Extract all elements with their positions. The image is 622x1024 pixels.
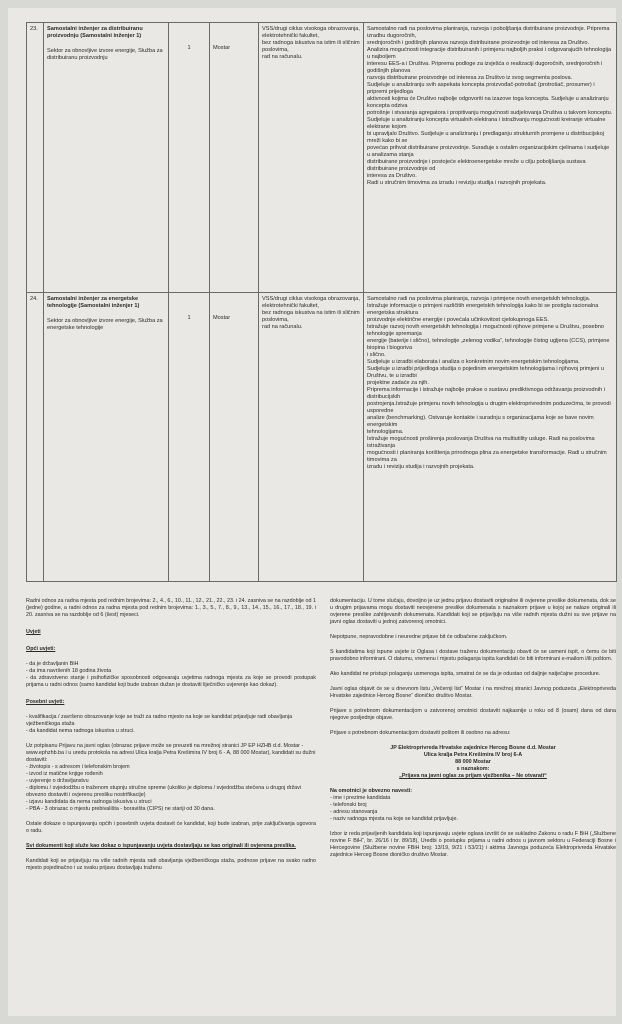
submission-paragraph: Uz potpisanu Prijavu na javni oglas (obrazac prijave može se preuzeti na mrežnoj stranici JP EP HZHB d.d. Mostar - www.ephzhb.ba i u uredu protokola na adresi Ulica kralja Petra Krešimira IV broj 6 - A, 88 000 Mostar), kandidati su dužni dostaviti: bbox=[26, 743, 316, 763]
requirement-line: bez radnoga iskustva na istim ili sličnim poslovima, bbox=[262, 40, 360, 53]
duty-line: srednjoročnih i godišnjih planova razvoja distribuirane proizvodnje od interesa za Društvo. bbox=[367, 40, 590, 46]
document-item: - izvod iz matične knjige rođenih bbox=[26, 771, 103, 777]
table-row bbox=[27, 23, 617, 293]
position-count: 1 bbox=[169, 293, 210, 582]
no-show-paragraph: Ako kandidat ne pristupi polaganju usmenoga ispita, smatrat će se da je odustao od daljnje natječajne procedure. bbox=[330, 671, 601, 677]
duty-line: mogućnosti i planiranja korištenja prirodnoga plina za energetske transformacije. Radi u stručnim timovima za bbox=[367, 450, 607, 464]
condition-item: - kvalifikacija / završeno obrazovanje koje se traži za radno mjesto na koje se kandidat prijavljuje radi obavljanja vježbeničkoga staža bbox=[26, 714, 293, 727]
envelope-heading: Na omotnici je obvezno navesti: bbox=[330, 788, 413, 794]
address-line: Ulica kralja Petra Krešimira IV broj 6-A bbox=[423, 752, 523, 758]
special-conditions-heading: Posebni uvjeti: bbox=[26, 699, 65, 705]
envelope-marking: „Prijava na javni oglas za prijam vježbenika – Ne otvarati“ bbox=[399, 773, 547, 779]
publication-paragraph: Javni oglas objavit će se u dnevnom listu „Večernji list“ Mostar i na mrežnoj stranici Javnog poduzeća „Elektroprivreda Hrvatske zajednice Herceg Bosne“ dioničko društvo Mostar. bbox=[330, 686, 616, 699]
table-row bbox=[27, 293, 617, 582]
requirement-line: rad na računalu. bbox=[262, 324, 303, 331]
envelope-item: - telefonski broj bbox=[330, 802, 367, 808]
document-item: - izjavu kandidata da nema radnoga iskustva u struci bbox=[26, 799, 152, 805]
position-duties bbox=[364, 23, 617, 293]
conditions-heading: Uvjeti bbox=[26, 629, 41, 635]
requirement-line: VSS/drugi ciklus visokoga obrazovanja, elektrotehnički fakultet, bbox=[262, 26, 360, 39]
address-line: s naznakom: bbox=[456, 766, 490, 772]
duty-line: razvoja distribuirane proizvodnje od interesa za Društvo iz svog segmenta poslova. bbox=[367, 75, 573, 81]
duty-line: povećao prihvat distribuirane proizvodnje. Surađuje s ostalim organizacijskim cjelinama i sudjeluje u analizama stanja bbox=[367, 145, 610, 158]
envelope-item: - naziv radnoga mjesta na koje se kandidat prijavljuje. bbox=[330, 816, 458, 822]
position-location: Mostar bbox=[210, 23, 259, 293]
documentation-paragraph: dokumentaciju. U tome slučaju, dovoljno je uz jednu prijavu dostaviti originalne ili ovjerene preslike dokumenata, dok se u drugim prijavama mogu dostaviti neovjerene preslike dokumenata s naznakom prijave u kojoj se nalaze originali ili ovjerene preslike zahtijevanih dokumenata. Kandidati koji se prijavljuju na više radnih mjesta dužni su sve prijave na javni oglas dostaviti u jednoj zatvorenoj omotnici. bbox=[330, 598, 616, 625]
document-item: - diplomu / svjedodžbu o traženom stupnju stručne spreme (ukoliko je diploma / svjedodžba stečena u drugoj državi obvezno dostaviti i ovjerenu presliku nostrifikacije) bbox=[26, 785, 302, 798]
address-line: JP Elektroprivreda Hrvatske zajednice Herceg Bosne d.d. Mostar bbox=[390, 745, 556, 751]
requirement-line: rad na računalu. bbox=[262, 54, 303, 60]
deadline-paragraph: Prijave s potrebnom dokumentacijom u zatvorenoj omotnici dostaviti najkasnije u roku od 8 (osam) dana od dana njegove posljednje objave. bbox=[330, 708, 616, 721]
condition-item: - da kandidat nema radnoga iskustva u struci. bbox=[26, 728, 135, 734]
duty-line: potrošnje i stvaranja agregatora i propitivanju mogućnosti sudjelovanja Društva u takvom konceptu. bbox=[367, 110, 613, 116]
requirement-line: bez radnoga iskustva na istim ili sličnim poslovima, bbox=[262, 310, 360, 324]
envelope-item: - ime i prezime kandidata bbox=[330, 795, 391, 801]
duty-line: Sudjeluje u analiziranju svih aspekata koncepta proizvođač-potrošač (protrošač, prosumer) i pripremi prijedloga bbox=[367, 82, 595, 95]
position-title: Samostalni inženjer za energetske tehnologije (Samostalni inženjer 1) bbox=[47, 296, 140, 310]
legal-basis-paragraph: Izbor iz reda prijavljenih kandidata koji ispunjavaju uvjete oglasa izvršit će se sukladno Zakonu o radu F BiH („Službene novine F BiH“, br. 26/16 i br. 89/18), Uredbi o postupku prijama u radni odnos u javnom sektoru u Federaciji Bosne i Hercegovine (Službene novine FBiH broj: 13/19, 9/21 i 53/21) i aktima Javnoga poduzeća Elektroprivreda Hrvatske zajednice Herceg Bosne dioničko društvo Mostar. bbox=[330, 831, 616, 858]
document-item: - uvjerenje o državljanstvu bbox=[26, 778, 89, 784]
duty-line: projektne zadaće za njih. bbox=[367, 380, 429, 387]
position-duties bbox=[364, 293, 617, 582]
address-line: 88 000 Mostar bbox=[455, 759, 491, 765]
duty-line: Istražuje informacije o primjeni različitih energetskih tehnologija kako bi se postigla racionalna energetska struktura bbox=[367, 303, 599, 317]
row-number: 24. bbox=[27, 293, 44, 582]
duty-line: i slično. bbox=[367, 352, 386, 359]
position-title: Samostalni inženjer za distribuiranu proizvodnju (Samostalni inženjer 1) bbox=[47, 26, 143, 39]
duty-line: aktivnosti kojima će Društvo najbolje odgovoriti na izazove toga koncepta. Sudjeluje u analiziranju koncepta odziva bbox=[367, 96, 609, 109]
duty-line: proizvodnje električne energije i povećala učinkovitost cjelokupnoga EES. bbox=[367, 317, 549, 324]
position-sector: Sektor za obnovljive izvore energije, Služba za energetske tehnologije bbox=[47, 318, 163, 332]
document-page bbox=[8, 8, 616, 1016]
employment-duration-paragraph: Radni odnos za radna mjesta pod rednim brojevima: 2., 4., 6., 10., 11., 12., 21., 22., 23. i 24. zasniva se na razdoblje od 1 (jedne) godine, a radni odnos za radna mjesta pod rednim brojevima: 1., 3., 5., 7., 8., 9., 13., 14., 15., 16., 17., 18., 19. i 20. zasniva se na razdoblje od 6 (šest) mjeseci. bbox=[26, 598, 316, 618]
document-item: - PBA - 3 obrazac o mjestu prebivališta - boravišta (CIPS) ne stariji od 30 dana. bbox=[26, 806, 215, 812]
duty-line: bi upravljalo Društvo. Sudjeluje u analiziranju i predlaganju strukturnih promjene u distribucijskoj mreži kako bi se bbox=[367, 131, 604, 144]
general-conditions-heading: Opći uvjeti: bbox=[26, 646, 56, 652]
other-proofs-paragraph: Ostale dokaze o ispunjavanju općih i posebnih uvjeta dostavit će kandidat, koji bude izabran, prije zaključivanja ugovora o radu. bbox=[26, 821, 316, 834]
position-requirements bbox=[259, 293, 364, 582]
duty-line: Sudjeluje u izradbi elaborata i analiza o konkretnim novim energetskim tehnologijama. bbox=[367, 359, 580, 366]
left-column bbox=[26, 598, 316, 880]
incomplete-applications-notice: Nepotpune, nepravodobne i neuredne prijave bit će odbačene zaključkom. bbox=[330, 634, 508, 640]
duty-line: Analizira mogućnosti integracije distribuiranih i primjenu najboljih praksi i odgovarajućih tehnologija u najboljem bbox=[367, 47, 612, 60]
condition-item: - da je državljanin BiH bbox=[26, 661, 79, 667]
position-count: 1 bbox=[169, 23, 210, 293]
position-sector: Sektor za obnovljive izvore energije, Služba za distribuiranu proizvodnju bbox=[47, 48, 163, 61]
delivery-paragraph: Prijave s potrebnom dokumentacijom dostaviti poštom ili osobno na adresu: bbox=[330, 730, 511, 736]
position-location: Mostar bbox=[210, 293, 259, 582]
duty-line: Samostalno radi na poslovima planiranja, razvoja i primjene novih energetskih tehnologija. bbox=[367, 296, 591, 303]
duty-line: analize (benchmarking). Ostvaruje kontakte i suradnju s organizacijama koje se bave novim energetskim bbox=[367, 415, 594, 429]
position-requirements bbox=[259, 23, 364, 293]
job-positions-table bbox=[26, 22, 617, 582]
condition-item: - da zdravstveno stanje i psihofizičke sposobnosti odgovaraju uvjetima radnoga mjesta za koje se provodi postupak prijama u radni odnos (samo kandidat koji bude izabran dužan je dostaviti liječničko uvjerenje kao dokaz). bbox=[26, 675, 316, 688]
duty-line: postrojenja.Istražuje primjenu novih tehnologija u drugim elektroprivrednim poduzećima, te provodi usporedne bbox=[367, 401, 611, 415]
right-column bbox=[330, 598, 616, 867]
duty-line: Samostalno radi na poslovima planiranja, razvoja i poboljšanja distribuirane proizvodnje. Priprema izradbu dugoročnih, bbox=[367, 26, 610, 39]
duty-line: tehnologijama. bbox=[367, 429, 404, 436]
position-cell bbox=[44, 23, 169, 293]
duty-line: interesa za Društvo. bbox=[367, 173, 417, 179]
position-cell bbox=[44, 293, 169, 582]
duty-line: distribuirane proizvodnje i postojeće elektroenergetske mreže u cilju poboljšanja sustava distribuirane proizvodnje od bbox=[367, 159, 586, 172]
envelope-item: - adresu stanovanja bbox=[330, 809, 378, 815]
document-item: - životopis - s adresom i telefonskim brojem bbox=[26, 764, 130, 770]
row-number: 23. bbox=[27, 23, 44, 293]
announcement-text bbox=[26, 598, 616, 1018]
duty-line: Istražuje mogućnosti proširenja poslovanja Društva na multiutility usluge. Radi na poslovima istraživanja bbox=[367, 436, 595, 450]
duty-line: Priprema informacije i istražuje najbolje prakse o sustavu prediktivnoga održavanja proizvodnih i distribucijskih bbox=[367, 387, 605, 401]
duty-line: energije (baterije i slično), tehnologije „zelenog vodika“, tehnologije čistog ugljena (CCS), primjene biopina i biogoriva bbox=[367, 338, 610, 352]
duty-line: Sudjeluje u analiziranju koncepta virtualnih elektrana i istraživanju mogućnosti kreiranje virtualne elektrane kojom bbox=[367, 117, 606, 130]
condition-item: - da ima navršenih 18 godina života bbox=[26, 668, 112, 674]
originals-notice: Svi dokumenti koji služe kao dokaz o ispunjavanju uvjeta dostavljaju se kao originali ili ovjerena preslika. bbox=[26, 843, 296, 849]
duty-line: izradu i reviziju studija i razvojnih projekata. bbox=[367, 464, 475, 471]
duty-line: Istražuje razvoj novih energetskih tehnologija i mogućnosti njihove primjene u Društvu, posebno tehnologije spremanja bbox=[367, 324, 604, 338]
duty-line: interesu EES-a i Društva. Priprema podloge za izvješća o realizaciji dugoročnih, srednjoročnih i godišnjih planova bbox=[367, 61, 603, 74]
duty-line: Radi u stručnim timovima za izradu i reviziju studija i razvojnih projekata. bbox=[367, 180, 547, 186]
multiple-positions-paragraph: Kandidati koji se prijavljuju na više radnih mjesta radi obavljanja vježbeničkoga staža, podnose prijave na svako radno mjesto pojedinačno i uz svaku prijavu dostavljaju traženu bbox=[26, 858, 316, 871]
oral-exam-paragraph: S kandidatima koji ispune uvjete iz Oglasa i dostave traženu dokumentaciju obavit će se usmeni ispit, o čemu će biti pravodobno informirani. O datumu, vremenu i mjestu polaganja ispita kandidati će biti informirani e-mailom i/ili poštom. bbox=[330, 649, 616, 662]
duty-line: Sudjeluje u izradbi prijedloga studija o pojedinim energetskim tehnologijama i njihovoj primjeni u Društvu, te u izradbi bbox=[367, 366, 604, 380]
requirement-line: VSS/drugi ciklus visokoga obrazovanja, elektrotehnički fakultet, bbox=[262, 296, 360, 310]
